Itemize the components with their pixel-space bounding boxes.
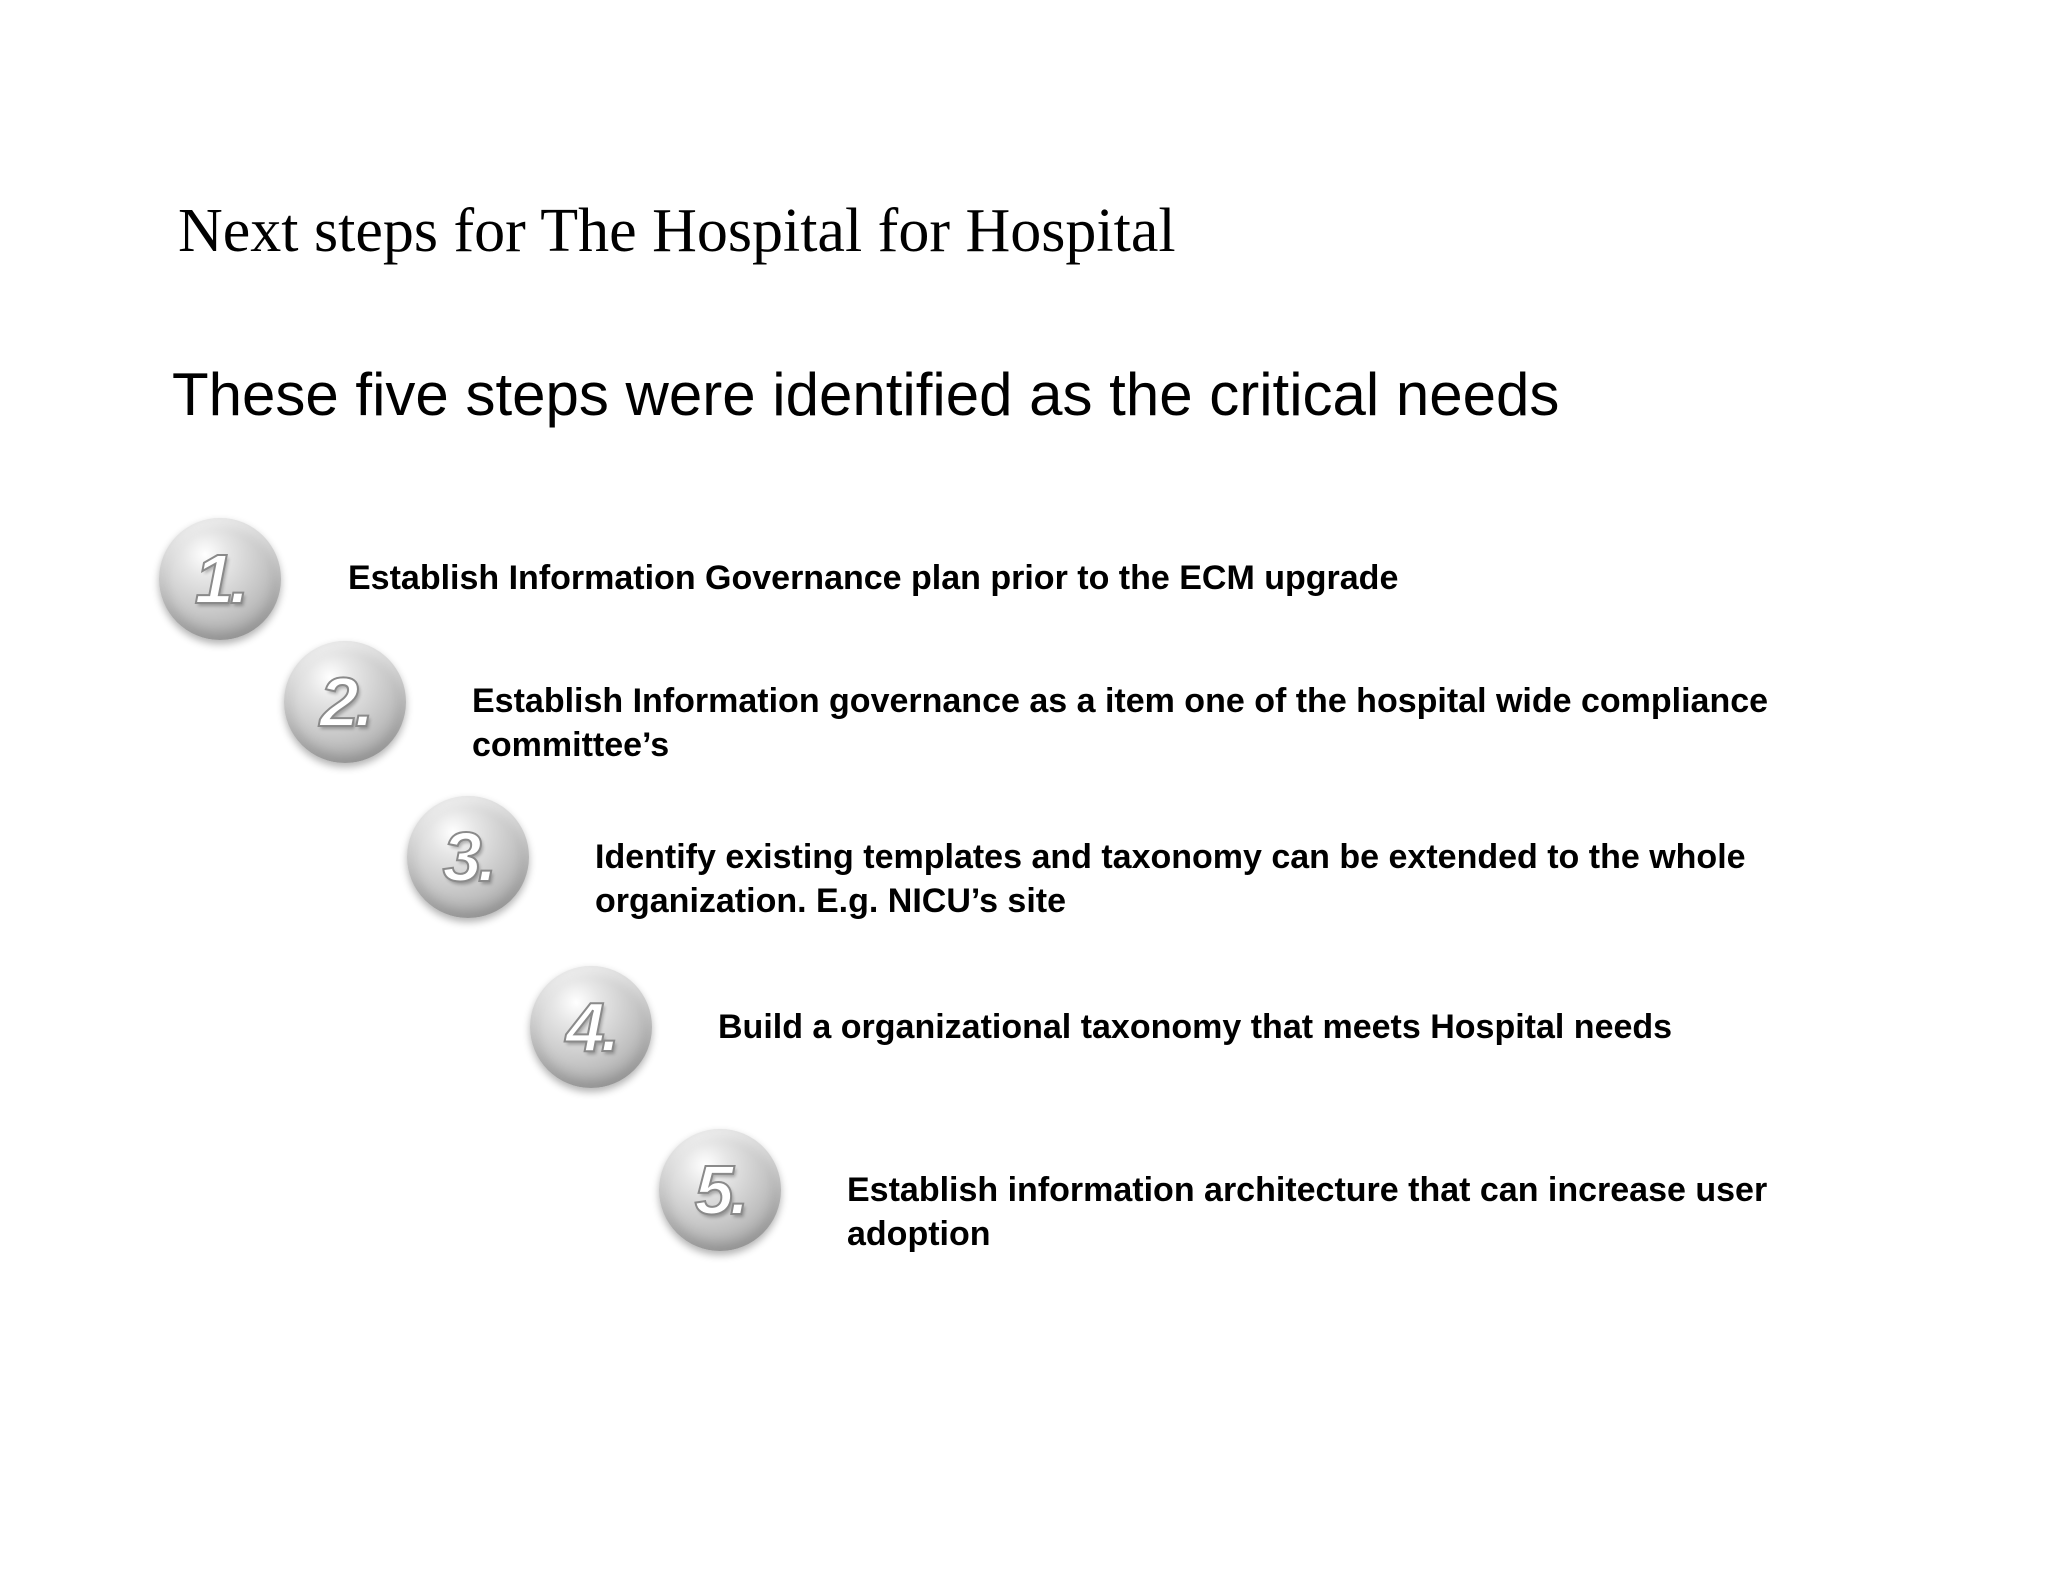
step-1-number: 1. (194, 540, 246, 618)
step-5-line-1: Establish information architecture that can increase user (847, 1171, 1768, 1209)
step-1-badge-icon (159, 518, 281, 640)
step-2-badge-icon (284, 641, 406, 763)
slide-title: Next steps for The Hospital for Hospital (178, 197, 1176, 265)
step-3-number: 3. (442, 818, 494, 896)
step-3-line-2: organization. E.g. NICU’s site (595, 882, 1067, 920)
step-5-line-2: adoption (847, 1215, 991, 1253)
step-5-text (847, 1168, 2048, 1256)
step-2-line-2: committee’s (472, 726, 670, 764)
step-2-text (472, 679, 1972, 767)
step-4-text (718, 1005, 2048, 1049)
step-1-line-1: Establish Information Governance plan prior to the ECM upgrade (348, 559, 1399, 597)
slide-subtitle: These five steps were identified as the critical needs (172, 361, 1560, 428)
step-2-line-1: Establish Information governance as a item one of the hospital wide compliance (472, 682, 1769, 720)
step-5-number: 5. (694, 1151, 746, 1229)
step-4-line-1: Build a organizational taxonomy that meets Hospital needs (718, 1008, 1673, 1046)
step-2-number: 2. (319, 663, 371, 741)
step-3-badge-icon (407, 796, 529, 918)
step-4-number: 4. (565, 988, 617, 1066)
step-3-line-1: Identify existing templates and taxonomy can be extended to the whole (595, 838, 1746, 876)
step-4-badge-icon (530, 966, 652, 1088)
step-3-text (595, 835, 2048, 923)
step-5-badge-icon (659, 1129, 781, 1251)
step-1-text (348, 556, 1848, 600)
